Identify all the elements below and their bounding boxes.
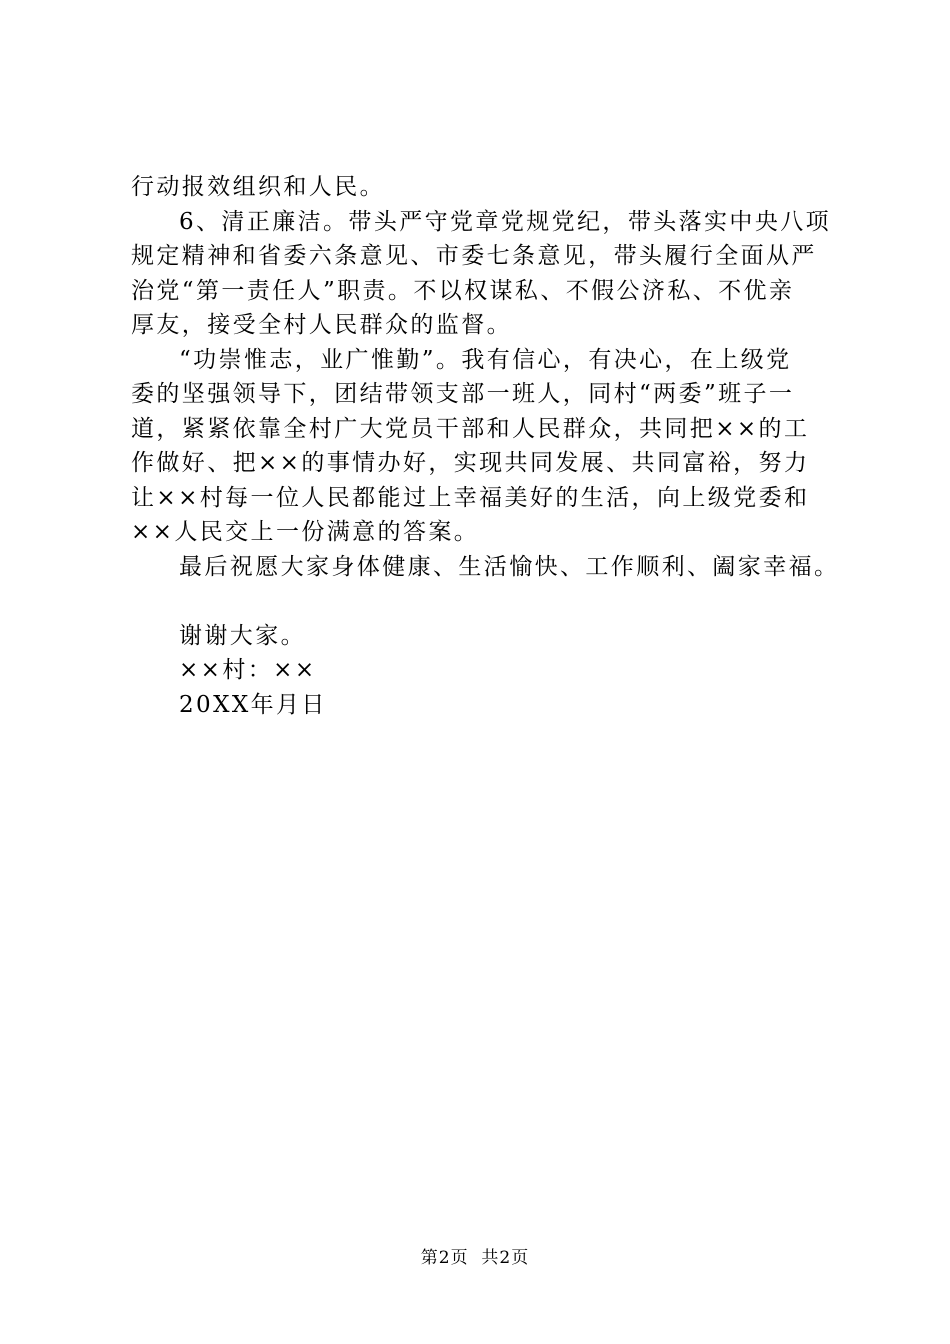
closing-date: 20XX年月日 [179,691,327,718]
paragraph-line: 最后祝愿大家身体健康、生活愉快、工作顺利、阖家幸福。 [179,553,840,580]
document-body [131,170,840,722]
paragraph-line: “功崇惟志，业广惟勤”。我有信心，有决心，在上级党 [179,346,792,373]
paragraph-line: 作做好、把××的事情办好，实现共同发展、共同富裕，努力 [131,450,810,476]
paragraph-line: 让××村每一位人民都能过上幸福美好的生活，向上级党委和 [131,484,810,511]
blank-line [131,584,831,619]
paragraph-line: 行动报效组织和人民。 [131,174,385,200]
paragraph-line: ××人民交上一份满意的答案。 [131,519,480,545]
paragraph-line: 6、清正廉洁。带头严守党章党规党纪，带头落实中央八项 [179,208,832,235]
closing-thanks: 谢谢大家。 [179,622,306,649]
paragraph-line: 规定精神和省委六条意见、市委七条意见，带头履行全面从严 [131,243,817,269]
paragraph-line: 道，紧紧依靠全村广大党员干部和人民群众，共同把××的工 [131,415,810,442]
page-number: 第2页 共2页 [420,1248,530,1268]
page-footer [0,1243,950,1268]
closing-signature: ××村：×× [179,657,317,683]
paragraph-line: 委的坚强领导下，团结带领支部一班人，同村“两委”班子一 [131,381,795,407]
paragraph-line: 治党“第一责任人”职责。不以权谋私、不假公济私、不优亲 [131,277,795,304]
paragraph-line: 厚友，接受全村人民群众的监督。 [131,312,512,338]
